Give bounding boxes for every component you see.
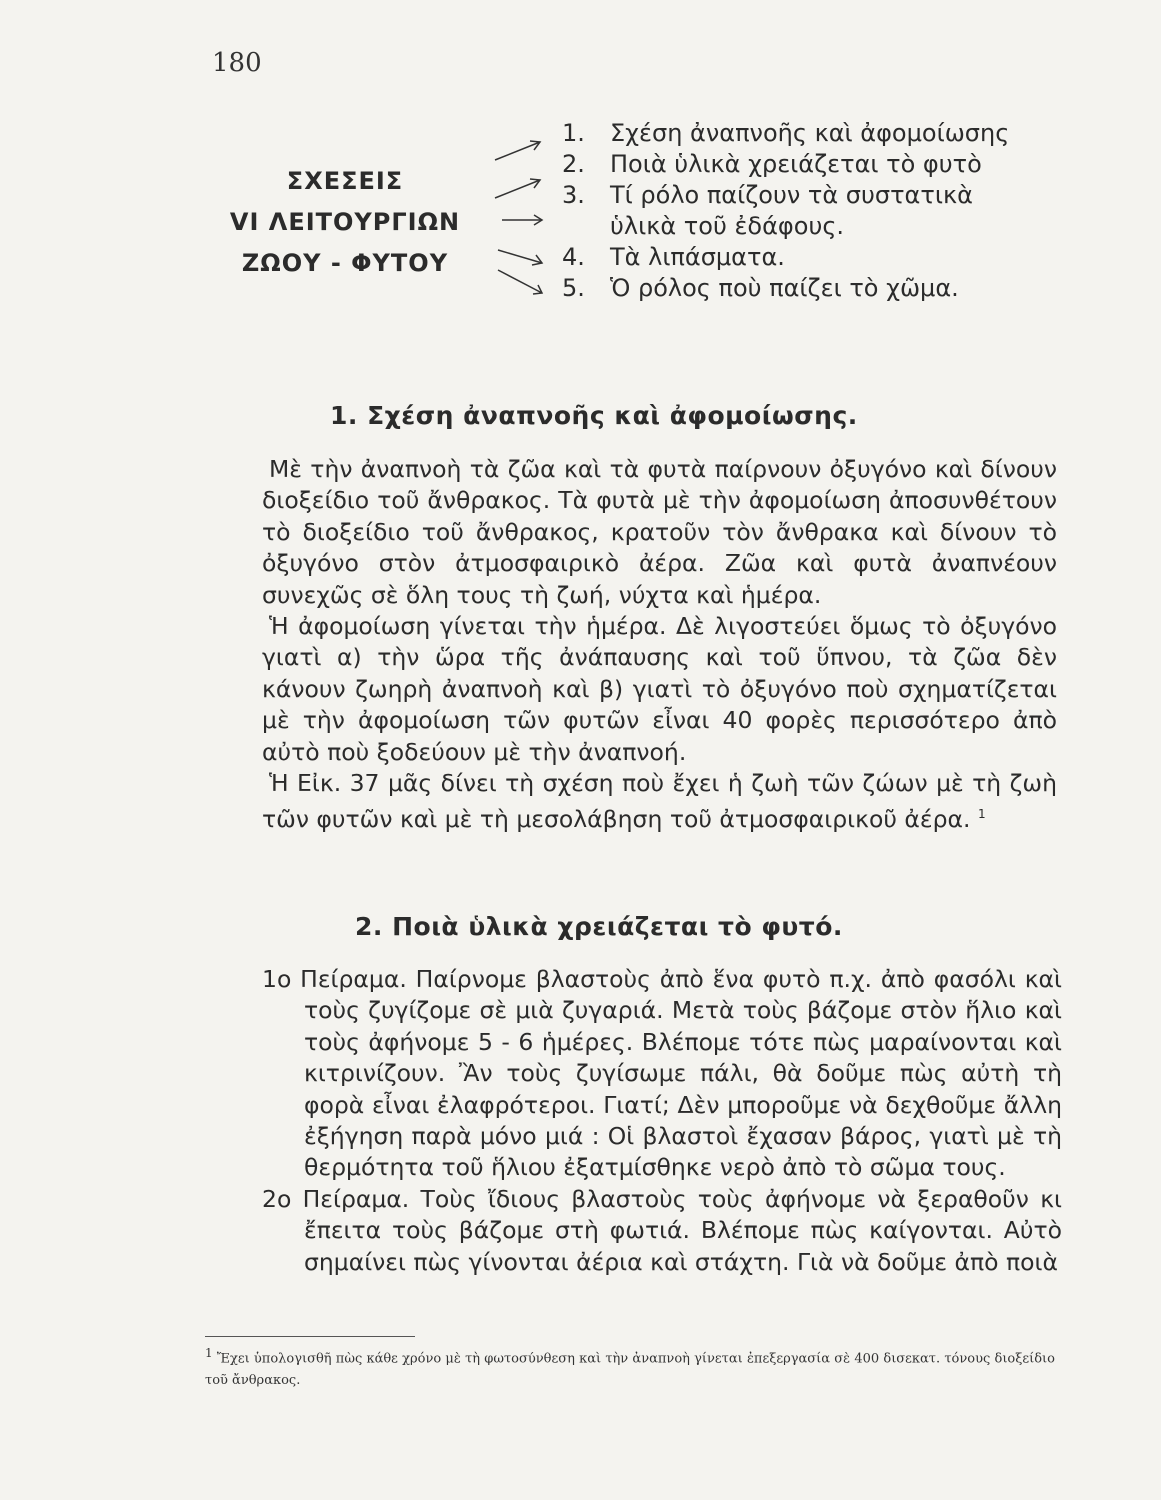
overview-label-line-3: ΖΩΟΥ - ΦΥΤΟΥ: [241, 249, 449, 277]
paragraph: 2ο Πείραμα. Τοὺς ἴδιους βλαστοὺς τοὺς ἀφήνομε νὰ ξεραθοῦν κι ἔπειτα τοὺς βάζομε στὴ φωτιά. Βλέπομε πὼς καίγονται. Αὐτὸ σημαίνει πὼς γίνονται ἀέρια καὶ στάχτη. Γιὰ νὰ δοῦμε ἀπὸ ποιὰ: [262, 1184, 1062, 1276]
list-item: [562, 242, 1070, 273]
footnote: [205, 1342, 1055, 1392]
arrows-icon: [480, 130, 560, 300]
list-item-text: Ὁ ρόλος ποὺ παίζει τὸ χῶμα.: [610, 274, 959, 302]
paragraph: [262, 768, 1057, 836]
overview-label-line-1: ΣΧΕΣΕΙΣ: [286, 167, 404, 195]
list-item: [562, 118, 1070, 149]
section-1-heading: 1. Σχέση ἀναπνοῆς καὶ ἀφομοίωσης.: [330, 401, 858, 430]
list-item-number: 5.: [562, 274, 585, 302]
paragraph: Μὲ τὴν ἀναπνοὴ τὰ ζῶα καὶ τὰ φυτὰ παίρνουν ὀξυγόνο καὶ δίνουν διοξείδιο τοῦ ἄνθρακος. Τὰ φυτὰ μὲ τὴν ἀφομοίωση ἀποσυνθέτουν τὸ διοξείδιο τοῦ ἄνθρακος, κρατοῦν τὸν ἄνθρακα καὶ δίνουν τὸ ὀξυγόνο στὸν ἀτμοσφαιρικὸ ἀέρα. Ζῶα καὶ φυτὰ ἀναπνέουν συνεχῶς σὲ ὅλη τους τὴ ζωή, νύχτα καὶ ἡμέρα.: [262, 455, 1057, 609]
section-2-body: [262, 964, 1062, 1278]
list-item-text: Τὰ λιπάσματα.: [610, 243, 785, 271]
overview-list: [562, 118, 1070, 304]
section-2-heading: 2. Ποιὰ ὑλικὰ χρειάζεται τὸ φυτό.: [355, 912, 843, 941]
overview-label-line-2: VI ΛΕΙΤΟΥΡΓΙΩΝ: [229, 208, 461, 236]
list-item-text: Σχέση ἀναπνοῆς καὶ ἀφομοίωσης: [610, 119, 1010, 147]
footnote-reference: 1: [977, 807, 986, 822]
list-item: [562, 149, 1070, 180]
paragraph: Ἡ ἀφομοίωση γίνεται τὴν ἡμέρα. Δὲ λιγοστεύει ὅμως τὸ ὀξυγόνο γιατὶ α) τὴν ὥρα τῆς ἀνάπαυσης καὶ τοῦ ὕπνου, τὰ ζῶα δὲν κάνουν ζωηρὴ ἀναπνοὴ καὶ β) γιατὶ τὸ ὀξυγόνο ποὺ σχηματίζεται μὲ τὴν ἀφομοίωση τῶν φυτῶν εἶναι 40 φορὲς περισσότερο ἀπὸ αὐτὸ ποὺ ξοδεύουν μὲ τὴν ἀναπνοή.: [262, 612, 1057, 766]
list-item: [562, 273, 1070, 304]
chapter-overview: [0, 0, 1161, 340]
list-item-text: Ποιὰ ὑλικὰ χρειάζεται τὸ φυτὸ: [610, 150, 982, 178]
footnote-text: Ἔχει ὑπολογισθῆ πὼς κάθε χρόνο μὲ τὴ φωτοσύνθεση καὶ τὴν ἀναπνοὴ γίνεται ἐπεξεργασία σὲ 400 δισεκατ. τόνους διοξείδιο τοῦ ἄνθρακος.: [205, 1351, 1055, 1389]
footnote-marker: 1: [205, 1346, 213, 1360]
list-item-text: Τί ρόλο παίζουν τὰ συστατικὰ ὑλικὰ τοῦ ἐδάφους.: [610, 181, 973, 240]
list-item-number: 2.: [562, 150, 585, 178]
paragraph: 1ο Πείραμα. Παίρνομε βλαστοὺς ἀπὸ ἕνα φυτὸ π.χ. ἀπὸ φασόλι καὶ τοὺς ζυγίζομε σὲ μιὰ ζυγαριά. Μετὰ τοὺς βάζομε στὸν ἥλιο καὶ τοὺς ἀφήνομε 5 - 6 ἡμέρες. Βλέπομε τότε πὼς μαραίνονται καὶ κιτρινίζουν. Ἂν τοὺς ζυγίσωμε πάλι, θὰ δοῦμε πὼς αὐτὴ τὴ φορὰ εἶναι ἐλαφρότεροι. Γιατί; Δὲν μποροῦμε νὰ δεχθοῦμε ἄλλη ἐξήγηση παρὰ μόνο μιά : Οἱ βλαστοὶ ἔχασαν βάρος, γιατὶ μὲ τὴ θερμότητα τοῦ ἥλιου ἐξατμίσθηκε νερὸ ἀπὸ τὸ σῶμα τους.: [262, 965, 1062, 1182]
list-item-number: 4.: [562, 243, 585, 271]
list-item-number: 1.: [562, 119, 585, 147]
section-1-body: [262, 454, 1057, 836]
list-item-number: 3.: [562, 181, 585, 209]
footnote-divider: [205, 1336, 415, 1337]
paragraph-text: Ἡ Εἰκ. 37 μᾶς δίνει τὴ σχέση ποὺ ἔχει ἡ ζωὴ τῶν ζώων μὲ τὴ ζωὴ τῶν φυτῶν καὶ μὲ τὴ μεσολάβηση τοῦ ἀτμοσφαιρικοῦ ἀέρα.: [262, 769, 1057, 834]
list-item: [562, 180, 1070, 242]
page-number: 180: [212, 48, 262, 78]
